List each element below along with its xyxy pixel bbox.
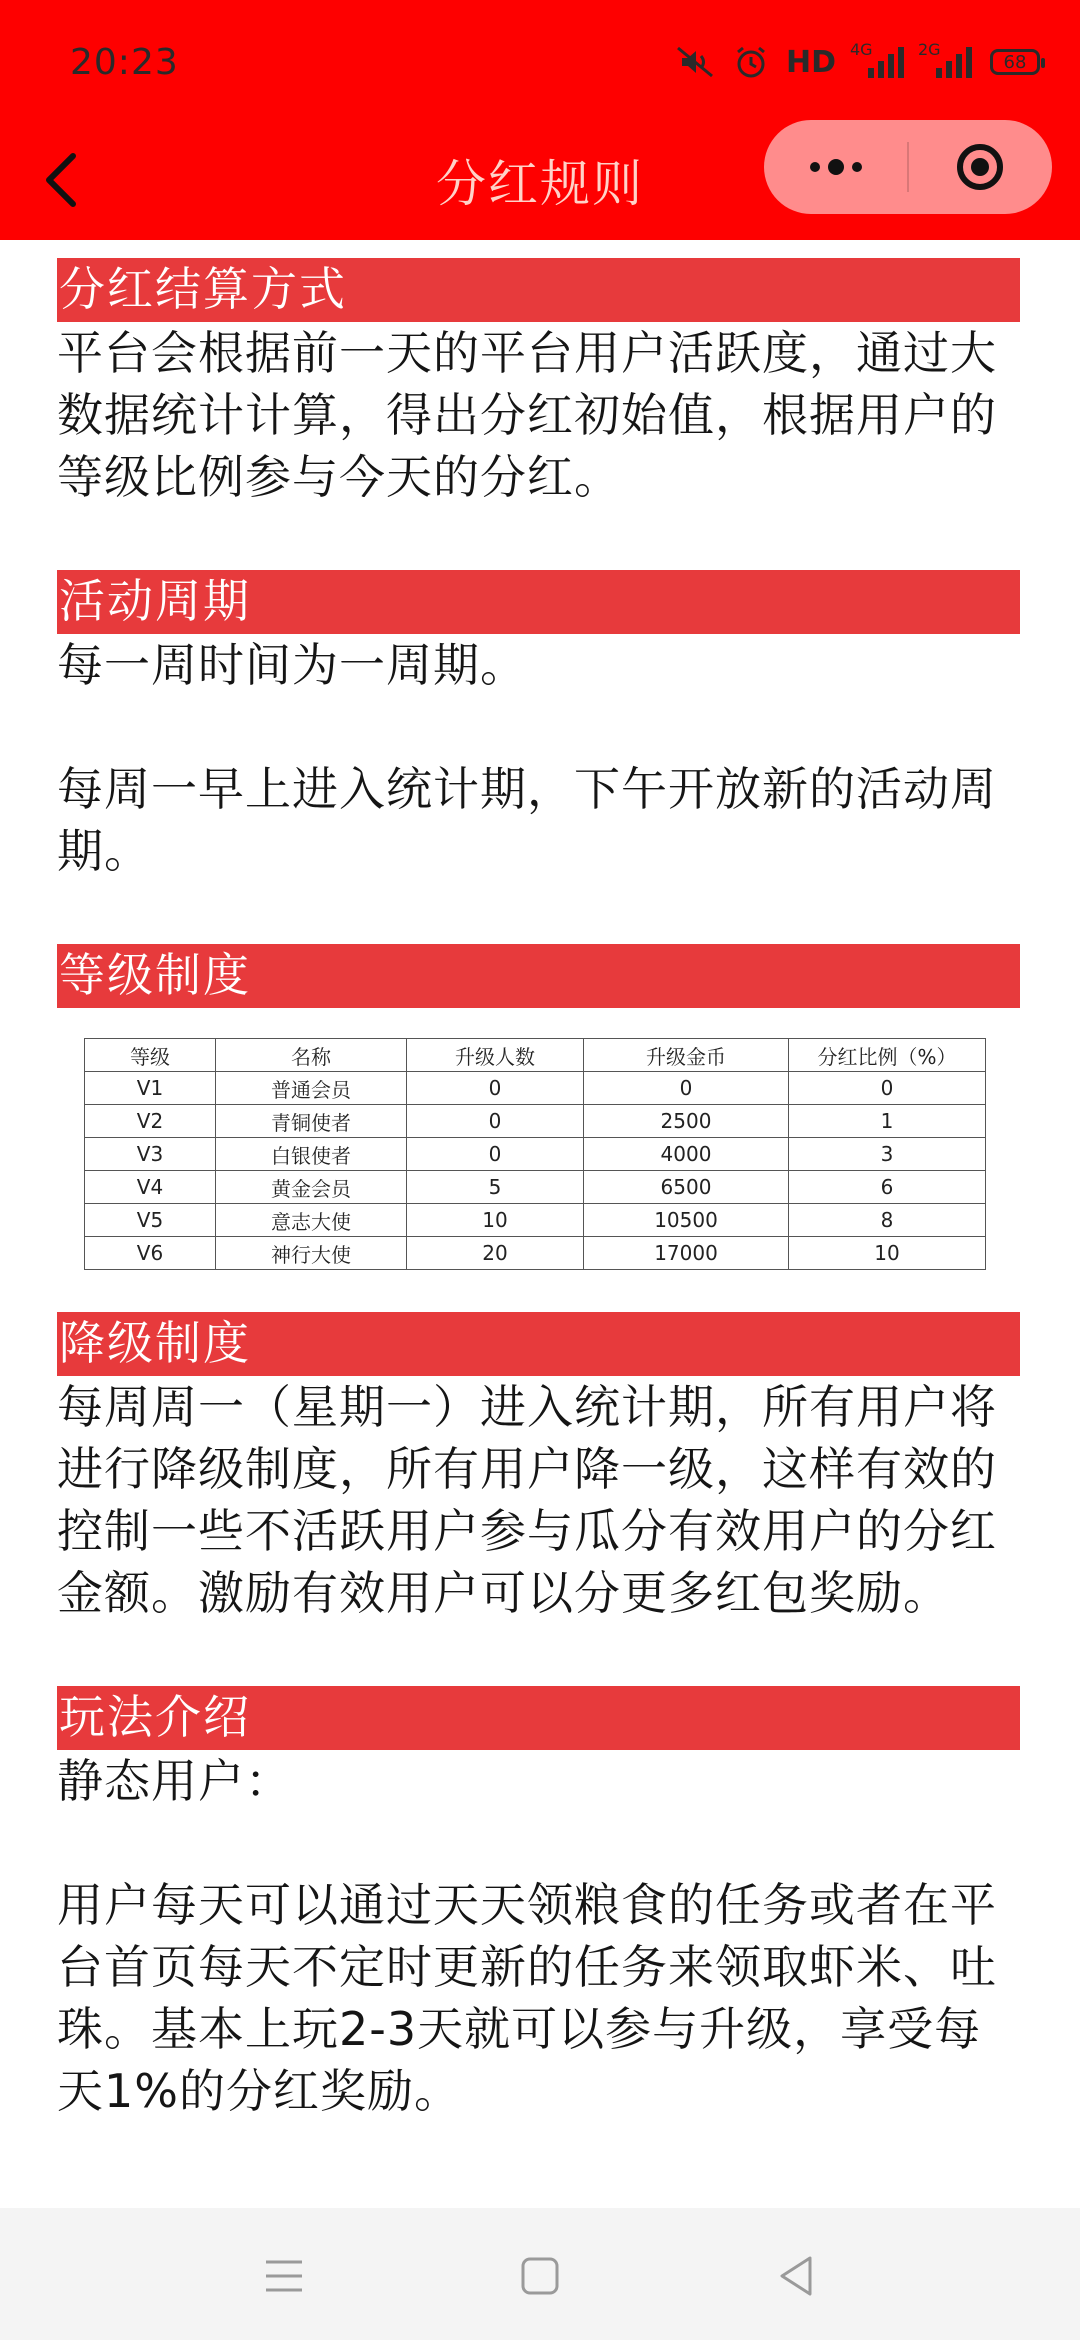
table-cell: V3 <box>85 1138 216 1171</box>
table-header-row <box>85 1039 986 1072</box>
page-title: 分红规则 <box>436 155 644 213</box>
close-miniprogram-button[interactable] <box>909 120 1052 214</box>
home-square-icon <box>520 2256 560 2296</box>
nav-bar <box>0 120 1080 240</box>
table-cell: 6 <box>789 1171 986 1204</box>
net-label-2: 2G <box>918 40 941 59</box>
status-icons <box>674 40 1040 80</box>
play-text-2: 用户每天可以通过天天领粮食的任务或者在平台首页每天不定时更新的任务来领取虾米、吐珠。基本上玩2-3天就可以参与升级，享受每天1%的分红奖励。 <box>57 1878 997 2118</box>
net-label-1: 4G <box>850 40 873 59</box>
table-cell: 0 <box>407 1138 584 1171</box>
table-cell: 10500 <box>584 1204 789 1237</box>
table-row <box>85 1204 986 1237</box>
table-row <box>85 1138 986 1171</box>
battery-icon <box>990 49 1040 75</box>
table-cell: 10 <box>789 1237 986 1270</box>
table-cell: 神行大使 <box>216 1237 407 1270</box>
col-header: 升级金币 <box>584 1039 789 1072</box>
table-cell: 6500 <box>584 1171 789 1204</box>
table-cell: V6 <box>85 1237 216 1270</box>
back-system-button[interactable] <box>774 2254 818 2298</box>
signal-2g-icon <box>918 40 972 78</box>
alarm-icon <box>734 45 768 79</box>
signal-4g-icon <box>850 40 904 78</box>
cycle-text-1: 每一周时间为一周期。 <box>57 638 527 692</box>
table-cell: 2500 <box>584 1105 789 1138</box>
table-row <box>85 1237 986 1270</box>
table-cell: 8 <box>789 1204 986 1237</box>
heading-play: 玩法介绍 <box>57 1686 1020 1750</box>
system-navigation-bar <box>0 2208 1080 2340</box>
home-button[interactable] <box>518 2254 562 2298</box>
heading-grade: 等级制度 <box>57 944 1020 1008</box>
status-bar <box>0 0 1080 130</box>
triangle-back-icon <box>776 2254 816 2298</box>
more-button[interactable] <box>764 120 907 214</box>
table-cell: 1 <box>789 1105 986 1138</box>
menu-button[interactable] <box>262 2254 306 2298</box>
status-time: 20:23 <box>70 42 179 83</box>
battery-level: 68 <box>1003 51 1027 73</box>
mini-program-capsule <box>764 120 1052 214</box>
table-cell: 17000 <box>584 1237 789 1270</box>
menu-icon <box>264 2258 304 2294</box>
grade-table <box>84 1038 986 1270</box>
table-cell: 3 <box>789 1138 986 1171</box>
table-row <box>85 1072 986 1105</box>
table-cell: 0 <box>789 1072 986 1105</box>
table-cell: V5 <box>85 1204 216 1237</box>
table-cell: 0 <box>407 1105 584 1138</box>
rules-content <box>57 258 1020 2122</box>
hd-label: HD <box>785 44 836 80</box>
table-cell: V2 <box>85 1105 216 1138</box>
downgrade-text: 每周周一（星期一）进入统计期，所有用户将进行降级制度，所有用户降一级，这样有效的控制一些不活跃用户参与瓜分有效用户的分红金额。激励有效用户可以分更多红包奖励。 <box>57 1380 997 1620</box>
col-header: 名称 <box>216 1039 407 1072</box>
table-cell: V1 <box>85 1072 216 1105</box>
table-cell: 青铜使者 <box>216 1105 407 1138</box>
table-cell: 黄金会员 <box>216 1171 407 1204</box>
table-cell: 20 <box>407 1237 584 1270</box>
table-cell: 普通会员 <box>216 1072 407 1105</box>
heading-cycle: 活动周期 <box>57 570 1020 634</box>
mute-icon <box>674 44 716 80</box>
heading-downgrade: 降级制度 <box>57 1312 1020 1376</box>
table-cell: 0 <box>584 1072 789 1105</box>
table-cell: 5 <box>407 1171 584 1204</box>
settlement-text: 平台会根据前一天的平台用户活跃度，通过大数据统计计算，得出分红初始值，根据用户的等级比例参与今天的分红。 <box>57 326 997 504</box>
cycle-text-2: 每周一早上进入统计期，下午开放新的活动周期。 <box>57 762 997 878</box>
play-text-1: 静态用户： <box>57 1754 292 1808</box>
table-cell: 0 <box>407 1072 584 1105</box>
table-cell: V4 <box>85 1171 216 1204</box>
table-row <box>85 1171 986 1204</box>
col-header: 等级 <box>85 1039 216 1072</box>
more-dots-icon <box>810 159 862 175</box>
col-header: 分红比例（%） <box>789 1039 986 1072</box>
table-row <box>85 1105 986 1138</box>
table-cell: 意志大使 <box>216 1204 407 1237</box>
table-cell: 10 <box>407 1204 584 1237</box>
col-header: 升级人数 <box>407 1039 584 1072</box>
table-cell: 4000 <box>584 1138 789 1171</box>
target-close-icon <box>957 144 1003 190</box>
heading-settlement: 分红结算方式 <box>57 258 1020 322</box>
table-cell: 白银使者 <box>216 1138 407 1171</box>
